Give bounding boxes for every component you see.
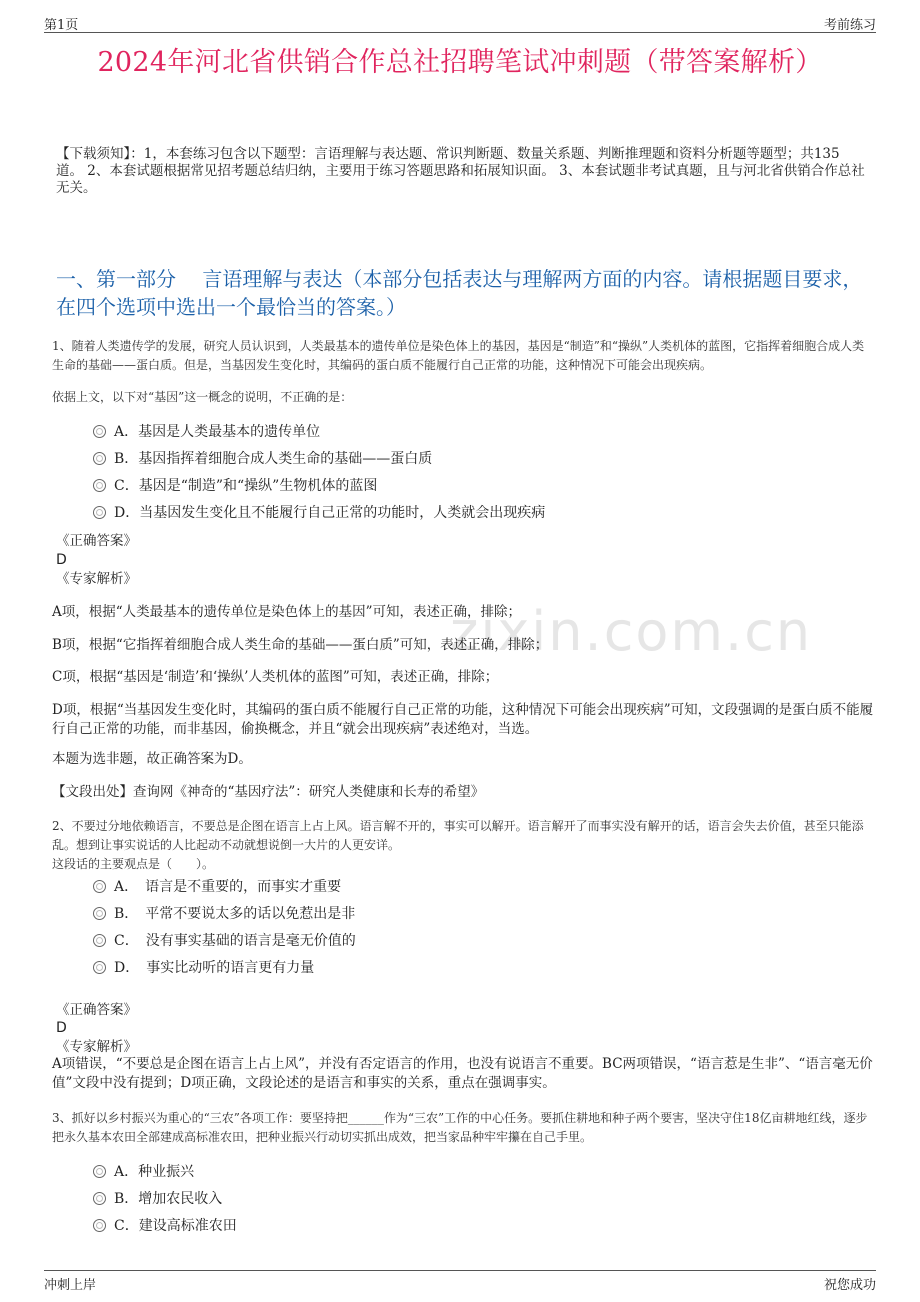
q1-option-b[interactable]: B．基因指挥着细胞合成人类生命的基础——蛋白质 — [93, 449, 432, 469]
q2-option-b[interactable]: B． 平常不要说太多的话以免惹出是非 — [93, 904, 355, 924]
question-1-text: 1、随着人类遗传学的发展，研究人员认识到，人类最基本的遗传单位是染色体上的基因，基因是“制造”和“操纵”人类机体的蓝图，它指挥着细胞合成人类生命的基础——蛋白质。但是，当基因发生变化时，其编码的蛋白质不能履行自己正常的功能，这种情况下可能会出现疾病。 — [52, 339, 865, 372]
q2-analysis: A项错误，“不要总是企图在语言上占上风”，并没有否定语言的作用，也没有说语言不重要。BC两项错误，“语言惹是生非”、“语言毫无价值”文段中没有提到；D项正确，文段论述的是语言和事实的关系，重点在强调事实。 — [52, 1056, 873, 1091]
q1-analysis-a: A项，根据“人类最基本的遗传单位是染色体上的基因”可知，表述正确，排除； — [52, 604, 522, 620]
question-3-text: 3、抓好以乡村振兴为重心的“三农”各项工作：要坚持把______作为“三农”工作的中心任务。要抓住耕地和种子两个要害，坚决守住18亿亩耕地红线，逐步把永久基本农田全部建成高标准农田，把种业振兴行动切实抓出成效，把当家品种牢牢攥在自己手里。 — [52, 1111, 868, 1144]
q1-answer-label: 《正确答案》 — [56, 533, 137, 549]
q1-analysis-d: D项，根据“当基因发生变化时，其编码的蛋白质不能履行自己正常的功能，这种情况下可能会出现疾病”可知，文段强调的是蛋白质不能履行自己正常的功能，而非基因，偷换概念，并且“就会出现疾病”表述绝对，当选。 — [52, 702, 874, 737]
download-notice: 【下载须知】：1，本套练习包含以下题型：言语理解与表达题、常识判断题、数量关系题、判断推理题和资料分析题等题型；共135道。 2、本套试题根据常见招考题总结归纳，主要用于练习答题思路和拓展知识面。 3、本套试题非考试真题，且与河北省供销合作总社无关。 — [56, 146, 865, 196]
footer-right: 祝您成功 — [823, 1278, 876, 1293]
document-title: 2024年河北省供销合作总社招聘笔试冲刺题（带答案解析） — [97, 47, 823, 78]
radio-icon[interactable] — [93, 880, 106, 893]
q3-option-c[interactable]: C．建设高标准农田 — [93, 1216, 237, 1236]
radio-icon[interactable] — [93, 1219, 106, 1232]
q1-option-d[interactable]: D．当基因发生变化且不能履行自己正常的功能时，人类就会出现疾病 — [93, 503, 545, 523]
q2-option-c[interactable]: C． 没有事实基础的语言是毫无价值的 — [93, 931, 356, 951]
radio-icon[interactable] — [93, 425, 106, 438]
q3-option-b[interactable]: B．增加农民收入 — [93, 1189, 222, 1209]
q1-conclusion: 本题为选非题，故正确答案为D。 — [52, 751, 252, 767]
page-number: 第1页 — [44, 18, 79, 33]
q2-analysis-label: 《专家解析》 — [56, 1039, 137, 1055]
page-footer — [44, 1270, 876, 1291]
radio-icon[interactable] — [93, 934, 106, 947]
radio-icon[interactable] — [93, 452, 106, 465]
page-header — [44, 12, 876, 33]
q2-option-d[interactable]: D． 事实比动听的语言更有力量 — [93, 958, 314, 978]
q1-answer: D — [56, 552, 67, 568]
section-heading: 一、第一部分 言语理解与表达（本部分包括表达与理解两方面的内容。请根据题目要求，在四个选项中选出一个最恰当的答案。） — [56, 267, 863, 319]
question-1-prompt: 依据上文，以下对“基因”这一概念的说明，不正确的是： — [52, 390, 353, 404]
q1-option-a[interactable]: A．基因是人类最基本的遗传单位 — [93, 422, 320, 442]
question-2-text: 2、不要过分地依赖语言，不要总是企图在语言上占上风。语言解不开的，事实可以解开。语言解开了而事实没有解开的话，语言会失去价值，甚至只能添乱。想到让事实说话的人比起动不动就想说倒一大片的人更安详。 — [52, 819, 864, 852]
q3-option-a[interactable]: A．种业振兴 — [93, 1162, 194, 1182]
q1-analysis-c: C项，根据“基因是‘制造’和‘操纵’人类机体的蓝图”可知，表述正确，排除； — [52, 669, 499, 685]
q2-answer: D — [56, 1020, 67, 1036]
q1-option-c[interactable]: C．基因是“制造”和“操纵”生物机体的蓝图 — [93, 476, 377, 496]
q1-analysis-b: B项，根据“它指挥着细胞合成人类生命的基础——蛋白质”可知，表述正确，排除； — [52, 637, 549, 653]
radio-icon[interactable] — [93, 479, 106, 492]
q1-analysis-label: 《专家解析》 — [56, 571, 137, 587]
question-2-prompt: 这段话的主要观点是（ ）。 — [52, 857, 215, 871]
header-tag: 考前练习 — [823, 18, 876, 33]
radio-icon[interactable] — [93, 1192, 106, 1205]
q2-answer-label: 《正确答案》 — [56, 1002, 137, 1018]
radio-icon[interactable] — [93, 907, 106, 920]
radio-icon[interactable] — [93, 506, 106, 519]
watermark: zixin.com.cn — [450, 600, 813, 663]
footer-left: 冲刺上岸 — [44, 1278, 97, 1293]
q1-source: 【文段出处】查询网《神奇的“基因疗法”：研究人类健康和长寿的希望》 — [52, 784, 485, 800]
q2-option-a[interactable]: A． 语言是不重要的，而事实才重要 — [93, 877, 341, 897]
radio-icon[interactable] — [93, 1165, 106, 1178]
radio-icon[interactable] — [93, 961, 106, 974]
